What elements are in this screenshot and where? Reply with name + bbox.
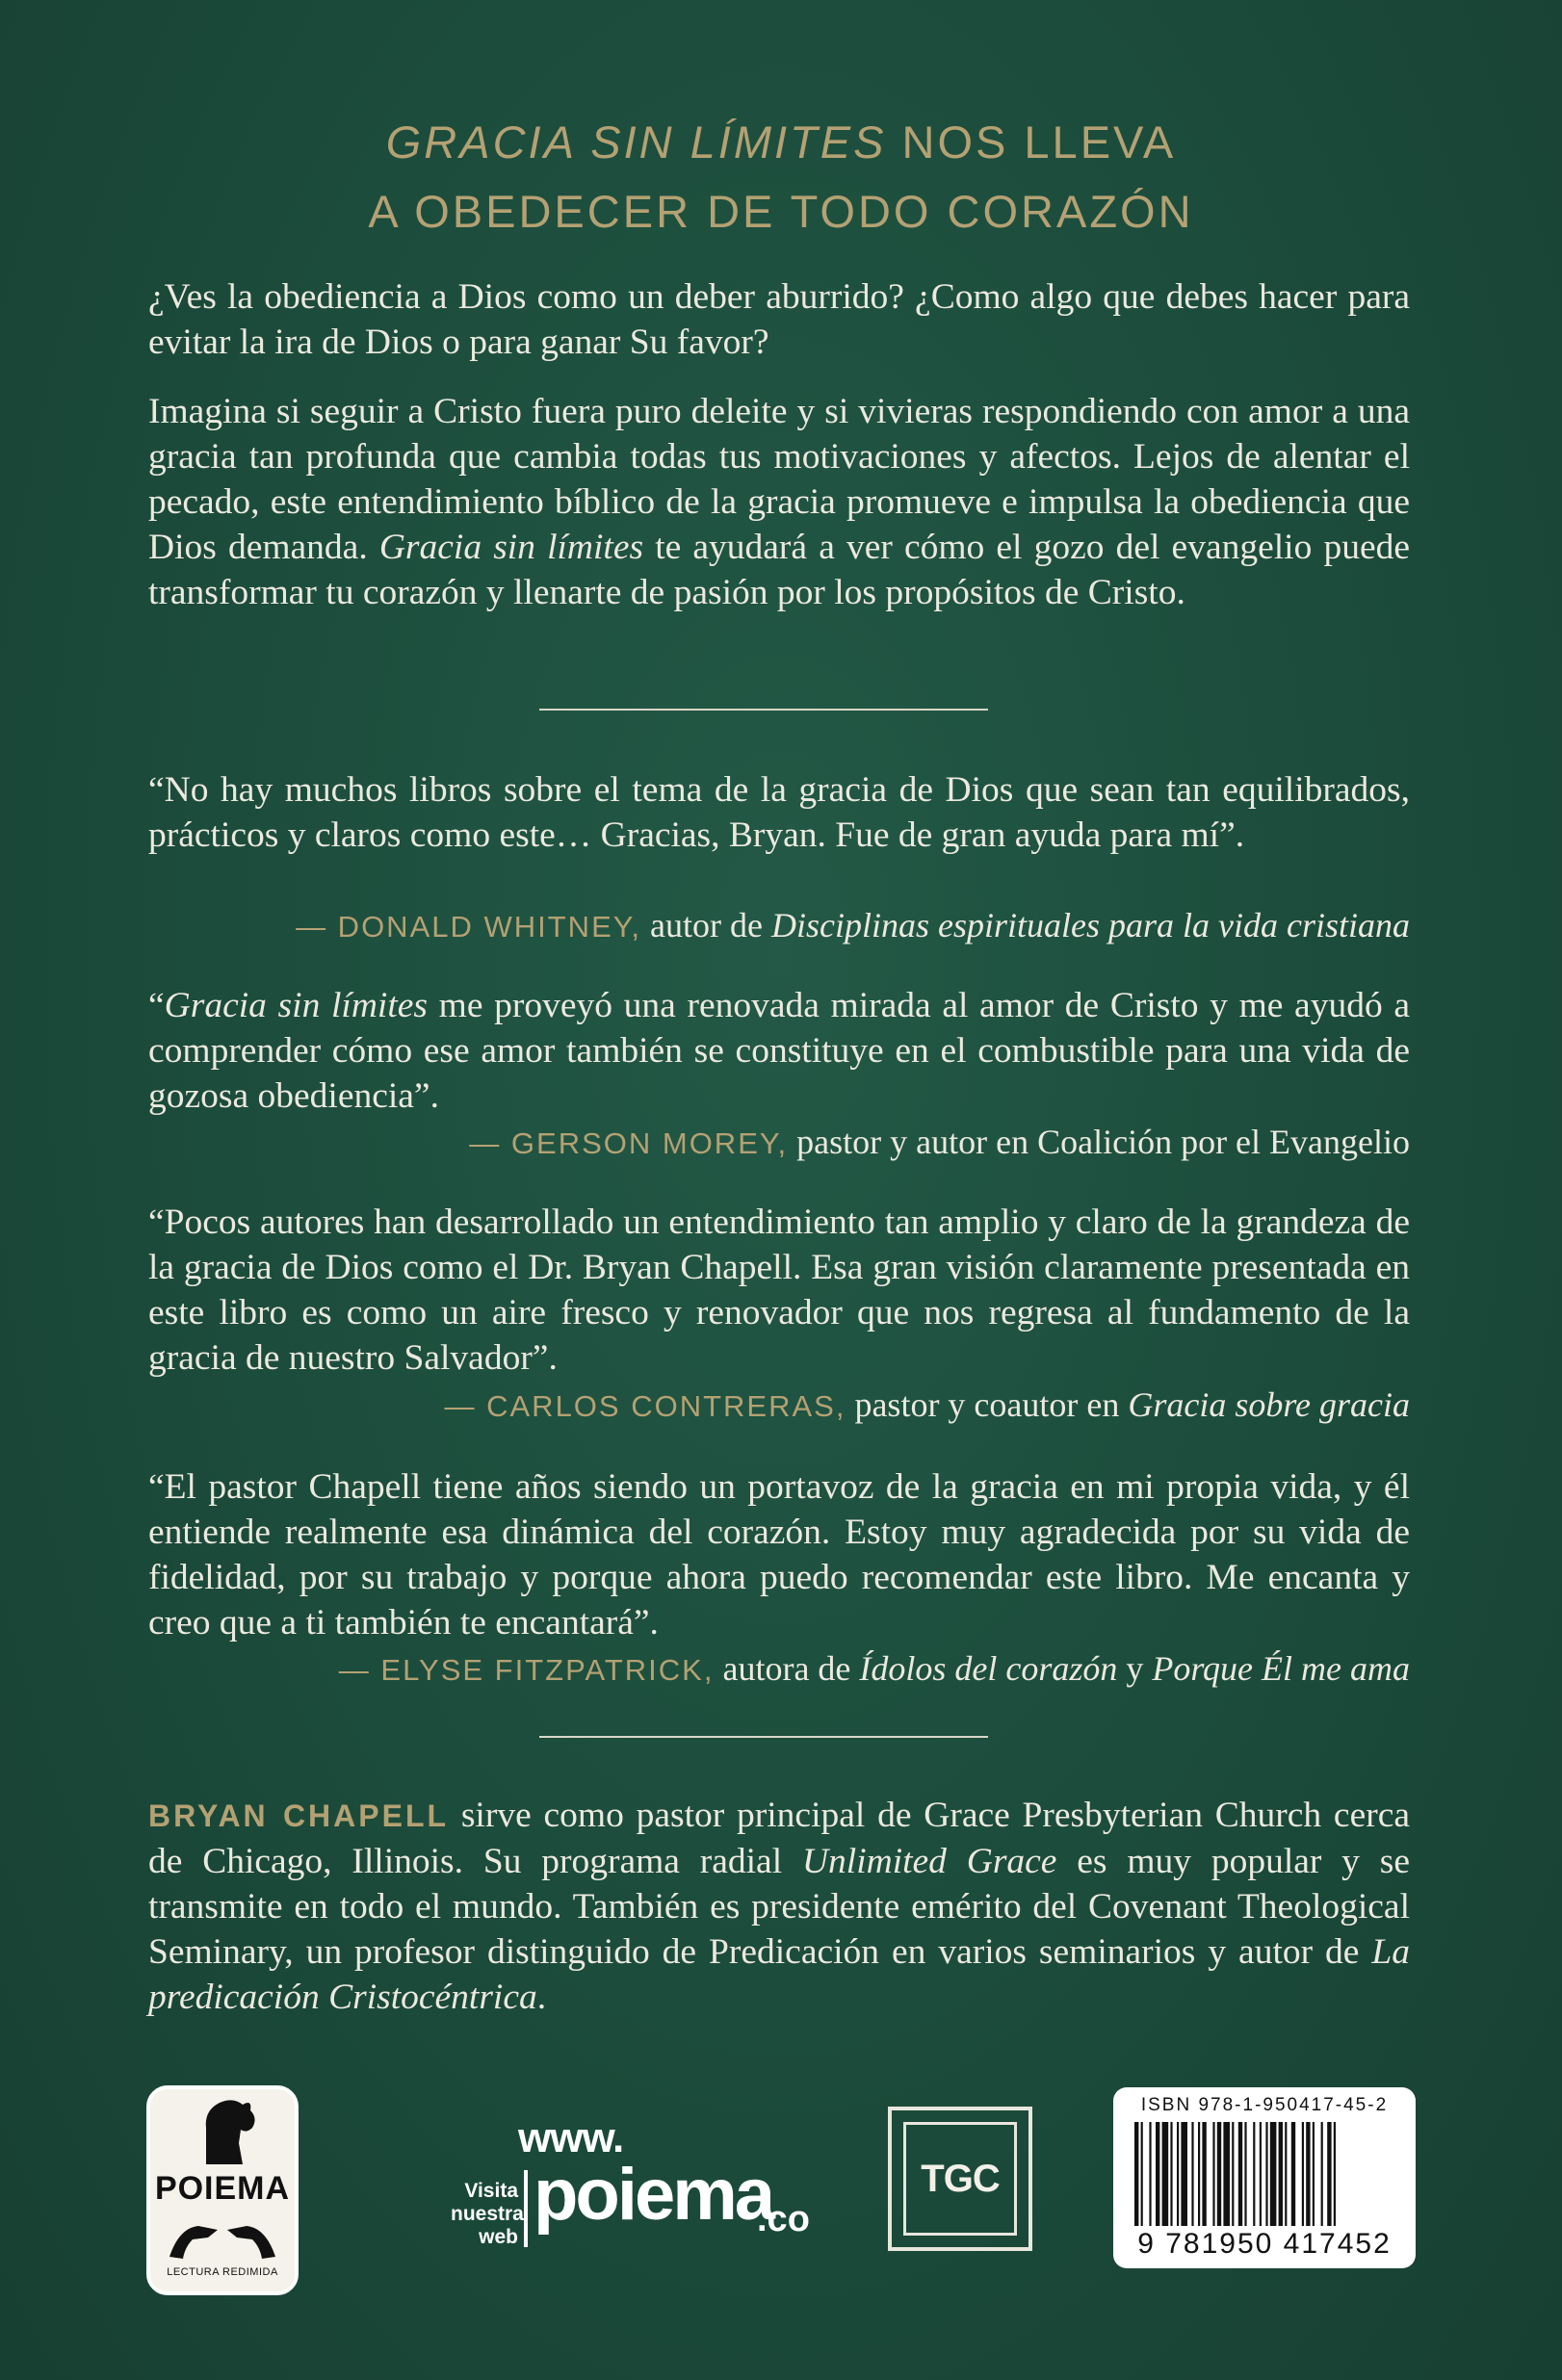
website-divider — [524, 2170, 528, 2247]
intro-paragraph-2 — [148, 389, 1410, 615]
hands-icon — [150, 2209, 295, 2266]
author-radio-program: Unlimited Grace — [801, 1842, 1057, 1881]
endorsement-4-quote — [148, 1464, 1410, 1645]
endorser-4-name: — ELYSE FITZPATRICK, — [338, 1653, 715, 1687]
endorser-4-work-2: Porque Él me ama — [1152, 1649, 1410, 1688]
headline-book-title: GRACIA SIN LÍMITES — [385, 116, 887, 168]
intro-text-1: ¿Ves la obediencia a Dios como un deber aburrido? ¿Como algo que debes hacer para evitar la ira de Dios o para ganar Su favor? — [148, 277, 1410, 362]
endorser-3-role: pastor y coautor en — [846, 1385, 1129, 1424]
endorser-1-role: autor de — [641, 906, 771, 944]
tgc-logo-text: TGC — [903, 2122, 1017, 2236]
endorsement-4-text: “El pastor Chapell tiene años siendo un portavoz de la gracia en mi propia vida, y él entiende realmente esa dinámica del corazón. Estoy muy agradecida por su vida de fidelidad, por su trabajo y porque ahora puedo recomendar este libro. Me encanta y creo que a ti también te encantará”. — [148, 1467, 1410, 1643]
poiema-logo-word: POIEMA — [154, 2170, 291, 2207]
author-bio-part-1: sirve como pastor principal de Grace Presbyterian Church cerca de Chicago, Illinois. Su programa radial — [148, 1796, 1411, 1881]
endorsement-3-attribution — [445, 1383, 1411, 1429]
intro-text-2-end: te ayudará a ver cómo el gozo del evangelio puede transformar tu corazón y llenarte de pasión por los propósitos de Cristo. — [148, 528, 1410, 612]
endorsement-1-attribution — [296, 903, 1410, 949]
endorser-4-role: autora de — [714, 1649, 860, 1688]
endorser-4-and: y — [1117, 1649, 1153, 1688]
isbn-barcode — [1113, 2087, 1416, 2268]
endorser-1-work: Disciplinas espirituales para la vida cristiana — [771, 906, 1410, 944]
endorsement-2-attribution — [469, 1120, 1410, 1166]
endorser-3-work: Gracia sobre gracia — [1128, 1385, 1410, 1424]
endorser-4-work-1: Ídolos del corazón — [859, 1649, 1118, 1688]
endorsement-4-attribution — [339, 1646, 1410, 1693]
endorsement-1-text: “No hay muchos libros sobre el tema de la gracia de Dios que sean tan equilibrados, prácticos y claros como este… Gracias, Bryan. Fue de gran ayuda para mí”. — [148, 770, 1410, 855]
website-domain: poiema — [534, 2154, 773, 2236]
website-promo[interactable] — [451, 2114, 836, 2249]
author-bio — [148, 1793, 1410, 2020]
divider-top — [539, 709, 988, 711]
author-name: BRYAN CHAPELL — [148, 1798, 450, 1833]
isbn-number: ISBN 978-1-950417-45-2 — [1140, 2095, 1389, 2115]
barcode-digits: 9 781950 417452 — [1137, 2228, 1392, 2260]
endorsement-2-open-quote: “ — [148, 986, 165, 1025]
endorsement-1-quote — [148, 767, 1410, 858]
headline — [0, 108, 1562, 246]
divider-bottom — [539, 1736, 988, 1738]
author-book: La predicación Cristocéntrica — [148, 1932, 1410, 2017]
endorsement-2-quote — [148, 983, 1410, 1119]
poiema-tagline: LECTURA REDIMIDA — [167, 2266, 278, 2278]
intro-book-title: Gracia sin límites — [378, 528, 644, 567]
endorsement-2-book-title: Gracia sin límites — [164, 986, 428, 1025]
endorser-2-name: — GERSON MOREY, — [469, 1126, 789, 1160]
endorser-2-role: pastor y autor en Coalición por el Evangelio — [788, 1123, 1410, 1161]
endorsement-2-rest: me proveyó una renovada mirada al amor de Cristo y me ayudó a comprender cómo ese amor también se constituye en el combustible para una vida de gozosa obediencia”. — [148, 986, 1410, 1116]
barcode-icon — [1134, 2122, 1394, 2226]
horse-icon — [150, 2089, 295, 2176]
endorsement-2-text — [148, 983, 1410, 1119]
endorsement-3-quote — [148, 1200, 1410, 1381]
intro-paragraph-1 — [148, 274, 1410, 365]
endorsement-3-text: “Pocos autores han desarrollado un entendimiento tan amplio y claro de la grandeza de la gracia de Dios como el Dr. Bryan Chapell. Esa gran visión claramente presentada en este libro es como un aire fresco y renovador que nos regresa al fundamento de la gracia de nuestro Salvador”. — [148, 1203, 1410, 1378]
intro-text-2 — [148, 389, 1410, 615]
author-bio-text — [148, 1793, 1410, 2020]
website-visit-label: Visita nuestra web — [451, 2180, 524, 2248]
website-tld: .co — [757, 2199, 810, 2239]
tgc-logo — [888, 2107, 1032, 2251]
headline-line-1 — [0, 108, 1562, 177]
headline-line-1-rest: NOS LLEVA — [886, 116, 1177, 168]
author-bio-part-2: es muy popular y se transmite en todo el mundo. También es presidente emérito del Covenant Theological Seminary, un profesor distinguido de Predicación en varios seminarios y autor de — [148, 1842, 1410, 1972]
headline-line-2: A OBEDECER DE TODO CORAZÓN — [368, 186, 1194, 237]
poiema-logo — [146, 2085, 299, 2295]
author-bio-end: . — [536, 1978, 547, 2017]
endorser-3-name: — CARLOS CONTRERAS, — [444, 1389, 846, 1423]
intro-text-2-start: Imagina si seguir a Cristo fuera puro deleite y si vivieras respondiendo con amor a una gracia tan profunda que cambia todas tus motivaciones y afectos. Lejos de alentar el pecado, este entendimiento bíblico de la gracia promueve e impulsa la obediencia que Dios demanda. — [148, 392, 1410, 567]
website-www: www. — [518, 2114, 624, 2161]
endorser-1-name: — DONALD WHITNEY, — [296, 910, 642, 944]
